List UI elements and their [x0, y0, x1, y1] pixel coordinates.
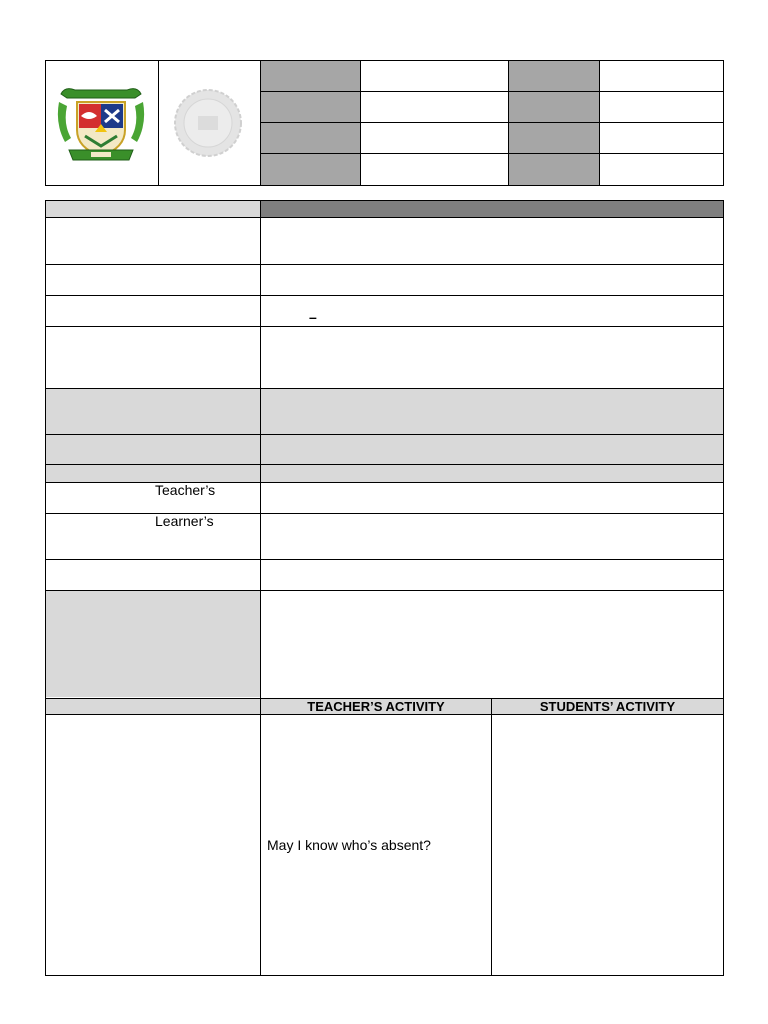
lesson-plan-table [45, 200, 724, 976]
header-label-cell [508, 61, 599, 185]
header-label-cell [260, 61, 360, 185]
section-header-right [261, 201, 723, 217]
teacher-materials-label: Teacher’s [155, 482, 216, 498]
teacher-activity-header: TEACHER’S ACTIVITY [307, 699, 445, 714]
school-crest-logo [55, 84, 147, 166]
shaded-row [46, 465, 723, 482]
shaded-row [46, 435, 723, 464]
learner-materials-label: Learner’s [155, 513, 214, 529]
teacher-prompt-text: May I know who’s absent? [267, 837, 431, 853]
students-activity-header: STUDENTS’ ACTIVITY [539, 699, 676, 714]
shaded-label-cell [46, 591, 260, 697]
faded-seal-logo [168, 88, 248, 158]
section-header-left [46, 201, 260, 217]
dash-mark: – [309, 309, 317, 325]
shaded-row [46, 389, 723, 434]
